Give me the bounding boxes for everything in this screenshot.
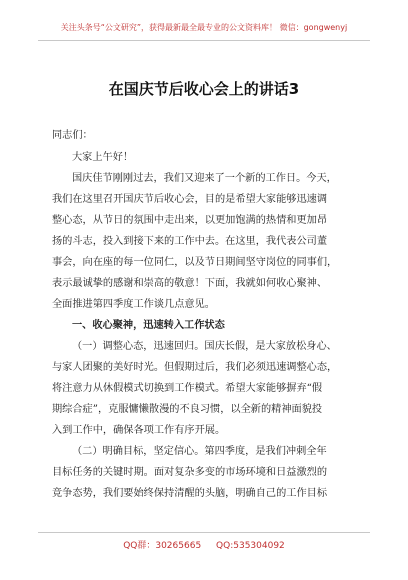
- paragraph-line: 期综合症”，克服慵懒散漫的不良习惯，以全新的精神面貌投: [52, 404, 323, 415]
- footer-divider: [38, 532, 370, 533]
- paragraph-line: 事会，向在座的每一位同仁，以及节日期间坚守岗位的同事们，: [52, 257, 338, 268]
- footer-qq-group: QQ群：30265665: [123, 541, 202, 551]
- paragraph-line: 表示最诚挚的感谢和崇高的敬意！下面，我就如何收心聚神、: [52, 278, 328, 289]
- salutation: 同志们：: [52, 130, 93, 141]
- header-divider: [38, 40, 370, 41]
- paragraph-line: 整心态，从节日的氛围中走出来，以更加饱满的热情和更加昂: [52, 215, 328, 226]
- document-body: [52, 147, 357, 504]
- document-title: 在国庆节后收心会上的讲话3: [108, 80, 300, 98]
- paragraph-line: 竞争态势，我们要始终保持清醒的头脑，明确自己的工作目标: [52, 488, 328, 499]
- paragraph-line: 与家人团聚的美好时光。但假期过后，我们必须迅速调整心态，: [52, 362, 338, 373]
- paragraph-line: 入到工作中，确保各项工作有序开展。: [52, 425, 226, 436]
- paragraph-line: （一）调整心态，迅速回归。国庆长假，是大家放松身心、: [72, 341, 337, 352]
- paragraph-line: 将注意力从休假模式切换到工作模式。希望大家能够摒弃“假: [52, 383, 323, 394]
- paragraph-line: （二）明确目标，坚定信心。第四季度，是我们冲刺全年: [72, 446, 327, 457]
- paragraph-line: 目标任务的关键时期。面对复杂多变的市场环境和日益激烈的: [52, 467, 328, 478]
- paragraph-line: 国庆佳节刚刚过去，我们又迎来了一个新的工作日。今天，: [72, 173, 337, 184]
- section-heading: 一、收心聚神，迅速转入工作状态: [72, 320, 225, 331]
- header-note: 关注头条号“公文研究”，获得最新最全最专业的公文资料库！ 微信：gongwenyj: [60, 23, 348, 32]
- footer: [0, 538, 408, 551]
- paragraph-line: 大家上午好！: [72, 152, 134, 163]
- footer-qq: QQ:535304092: [216, 541, 285, 551]
- paragraph-line: 扬的斗志，投入到接下来的工作中去。在这里，我代表公司董: [52, 236, 328, 247]
- paragraph-line: 我们在这里召开国庆节后收心会，目的是希望大家能够迅速调: [52, 194, 328, 205]
- paragraph-line: 全面推进第四季度工作谈几点意见。: [52, 299, 215, 310]
